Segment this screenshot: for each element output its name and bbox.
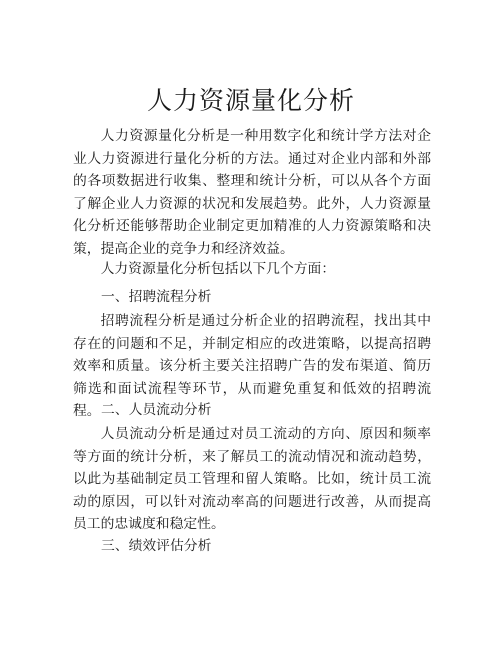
section-heading-turnover: 二、人员流动分析	[101, 402, 212, 418]
section-paragraph-turnover: 人员流动分析是通过对员工流动的方向、原因和频率等方面的统计分析，来了解员工的流动情况和流动趋势，以此为基础制定员工管理和留人策略。比如，统计员工流动的原因，可以针对流动率高的问题进行改善，从而提高员工的忠诚度和稳定性。	[73, 426, 431, 532]
lead-paragraph: 人力资源量化分析包括以下几个方面：	[100, 261, 336, 277]
document-title: 人力资源量化分析	[146, 86, 355, 115]
intro-paragraph: 人力资源量化分析是一种用数字化和统计学方法对企业人力资源进行量化分析的方法。通过对企业内部和外部的各项数据进行收集、整理和统计分析，可以从各个方面了解企业人力资源的状况和发展趋势。此外，人力资源量化分析还能够帮助企业制定更加精准的人力资源策略和决策，提高企业的竞争力和经济效益。	[73, 128, 431, 257]
section-heading-recruitment: 一、招聘流程分析	[101, 289, 212, 305]
section-heading-performance: 三、绩效评估分析	[101, 538, 212, 554]
section-paragraph-recruitment: 招聘流程分析是通过分析企业的招聘流程，找出其中存在的问题和不足，并制定相应的改进策略，以提高招聘效率和质量。该分析主要关注招聘广告的发布渠道、简历筛选和面试流程等环节，从而避免重复和低效的招聘流程。	[73, 313, 431, 419]
